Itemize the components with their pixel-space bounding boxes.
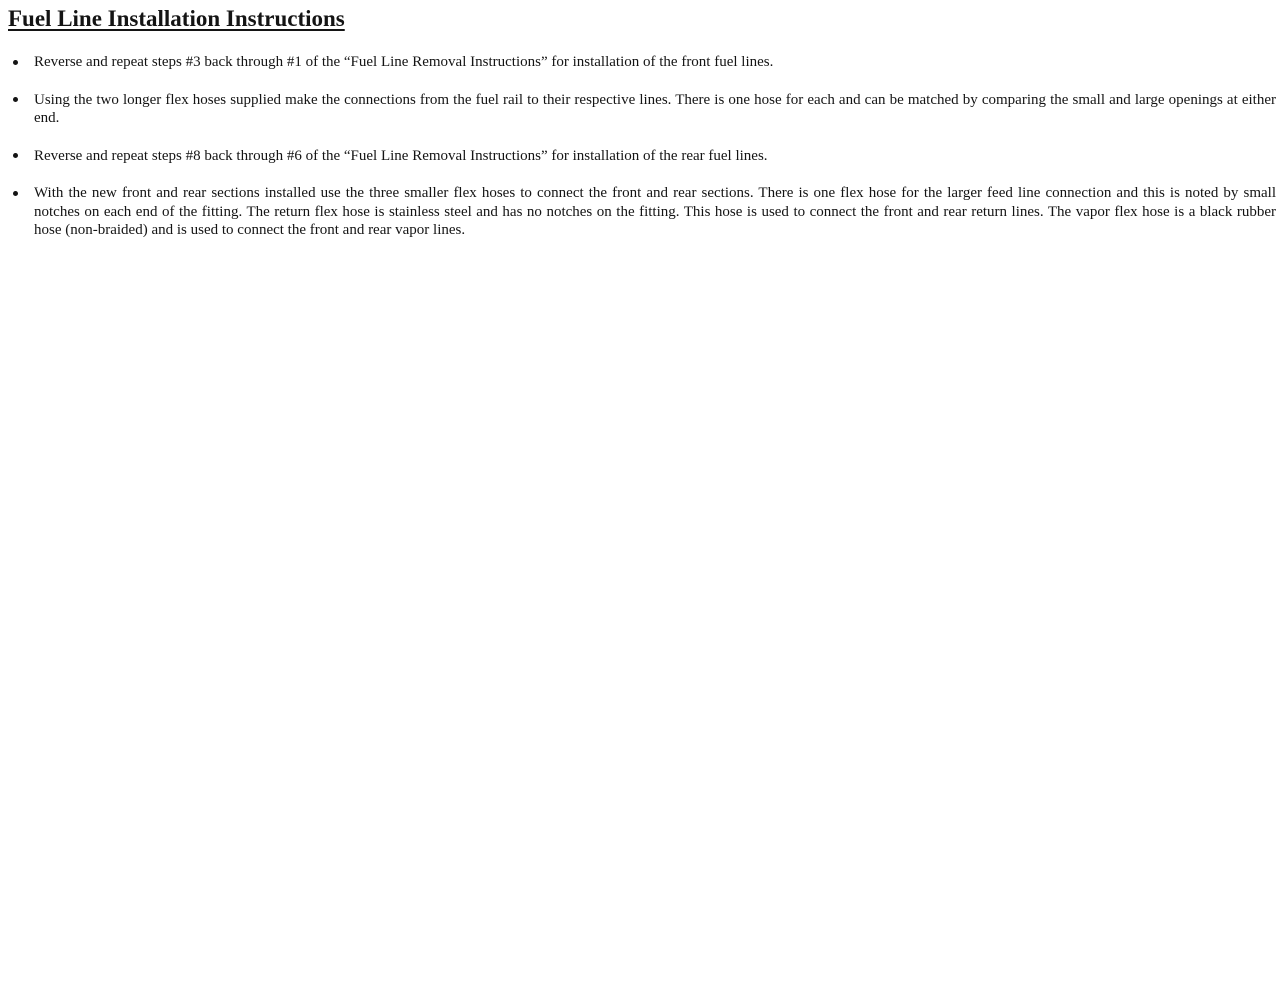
- bullet-icon: [13, 60, 18, 65]
- bullet-text: Reverse and repeat steps #3 back through #1 of the “Fuel Line Removal Instructions” for installation of the front fuel lines.: [34, 54, 774, 70]
- list-item: [8, 147, 1276, 166]
- bullet-text: Reverse and repeat steps #8 back through #6 of the “Fuel Line Removal Instructions” for installation of the rear fuel lines.: [34, 147, 768, 164]
- instruction-list: [8, 53, 1276, 240]
- list-item: [8, 184, 1276, 240]
- list-item: [8, 53, 1276, 72]
- bullet-icon: [13, 97, 18, 102]
- bullet-text: Using the two longer flex hoses supplied make the connections from the fuel rail to their respective lines. There is one hose for each and can be matched by comparing the small and large openings at either end.: [34, 91, 1276, 126]
- bullet-icon: [13, 153, 18, 158]
- list-item: [8, 91, 1276, 128]
- bullet-icon: [13, 191, 18, 196]
- bullet-text: With the new front and rear sections installed use the three smaller flex hoses to connect the front and rear sections. There is one flex hose for the larger feed line connection and this is noted by small notches on each end of the fitting. The return flex hose is stainless steel and has no notches on the fitting. This hose is used to connect the front and rear return lines. The vapor flex hose is a black rubber hose (non-braided) and is used to connect the front and rear vapor lines.: [34, 185, 1276, 238]
- page-title: Fuel Line Installation Instructions: [8, 6, 345, 31]
